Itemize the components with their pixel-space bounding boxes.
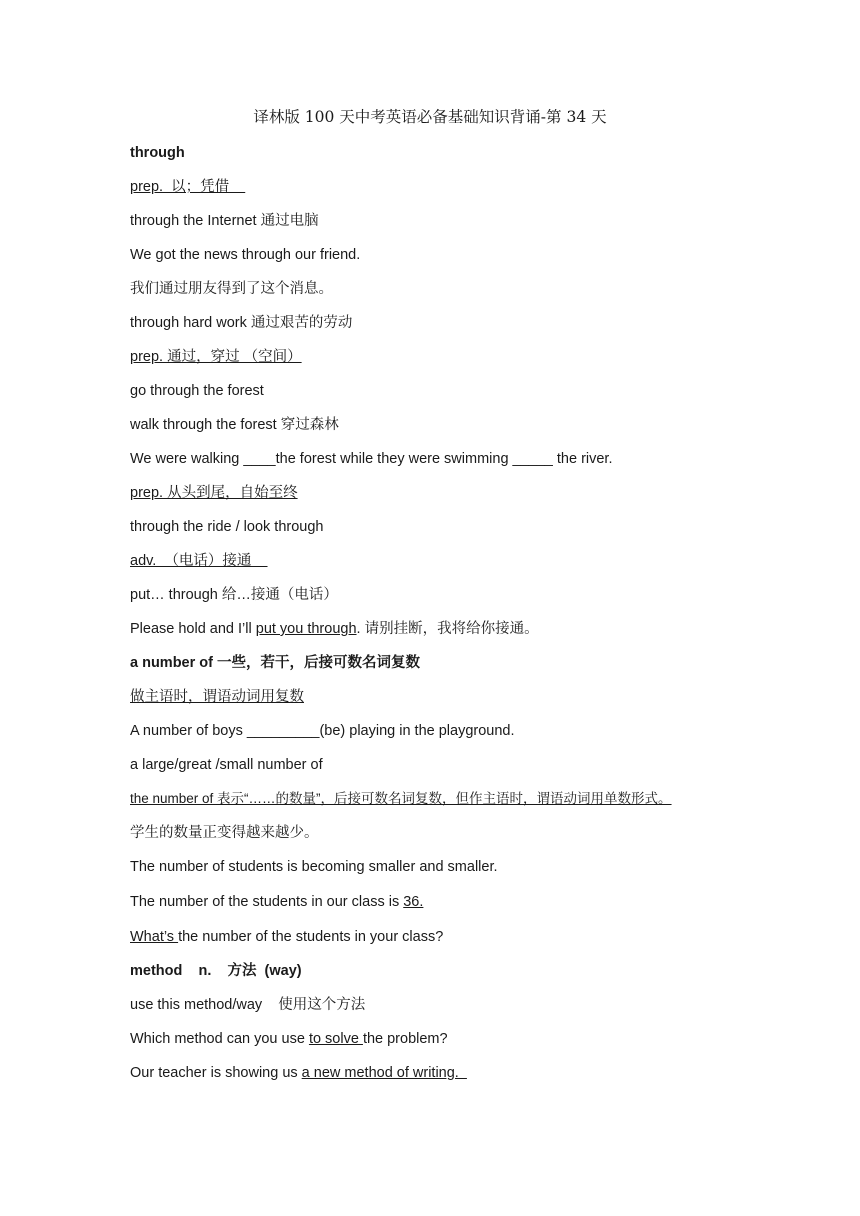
exercise-line: A number of boys _________(be) playing in the playground. [130,723,515,739]
text-run: The number of the students in our class is [130,894,404,910]
underlined-phrase: put you through [255,621,357,637]
text-run: the problem? [362,1031,448,1047]
example-line [130,892,423,912]
sense-prep-means: prep. 以；凭借 [130,179,246,195]
sense-prep-space: prep. 通过，穿过 （空间） [130,349,302,365]
example-line: put… through 给…接通（电话） [130,587,338,603]
heading-a-number-of: a number of 一些，若干，后接可数名词复数 [130,655,421,671]
text-run: the number of the students in your class? [178,929,444,945]
example-line [130,619,539,639]
example-line: a large/great /small number of [130,757,323,773]
example-line: use this method/way 使用这个方法 [130,997,366,1013]
text-run: Please hold and I’ll [130,621,256,637]
sense-adv-phone: adv. （电话）接通 [130,553,268,569]
example-line [130,927,443,947]
example-line [130,1063,467,1083]
translation-line: 我们通过朋友得到了这个消息。 [130,281,333,297]
translation-line: 学生的数量正变得越来越少。 [130,825,319,841]
underlined-phrase: to solve [308,1031,363,1047]
example-line: The number of students is becoming smaller and smaller. [130,859,498,875]
text-run: . 请别挂断，我将给你接通。 [356,621,539,637]
page-title: 译林版 100 天中考英语必备基础知识背诵-第 34 天 [253,108,607,126]
text-run: Which method can you use [130,1031,309,1047]
example-line: through the Internet 通过电脑 [130,213,319,229]
example-line: through the ride / look through [130,519,324,535]
grammar-note: 做主语时，谓语动词用复数 [130,689,304,705]
example-line [130,1029,448,1049]
example-line: through hard work 通过艰苦的劳动 [130,315,353,331]
heading-method: method n. 方法 (way) [130,963,302,979]
underlined-phrase: 36. [403,894,424,910]
exercise-line: We were walking ____the forest while they were swimming _____ the river. [130,451,613,467]
example-line: walk through the forest 穿过森林 [130,417,339,433]
heading-through: through [130,145,185,161]
underlined-phrase: What’s [130,929,179,945]
underlined-phrase: a new method of writing. [301,1065,467,1081]
text-run: Our teacher is showing us [130,1065,302,1081]
grammar-note: the number of 表示“……的数量”，后接可数名词复数，但作主语时，谓语动词用单数形式。 [130,791,672,806]
example-line: go through the forest [130,383,264,399]
sense-prep-throughout: prep. 从头到尾，自始至终 [130,485,298,501]
example-line: We got the news through our friend. [130,247,361,263]
